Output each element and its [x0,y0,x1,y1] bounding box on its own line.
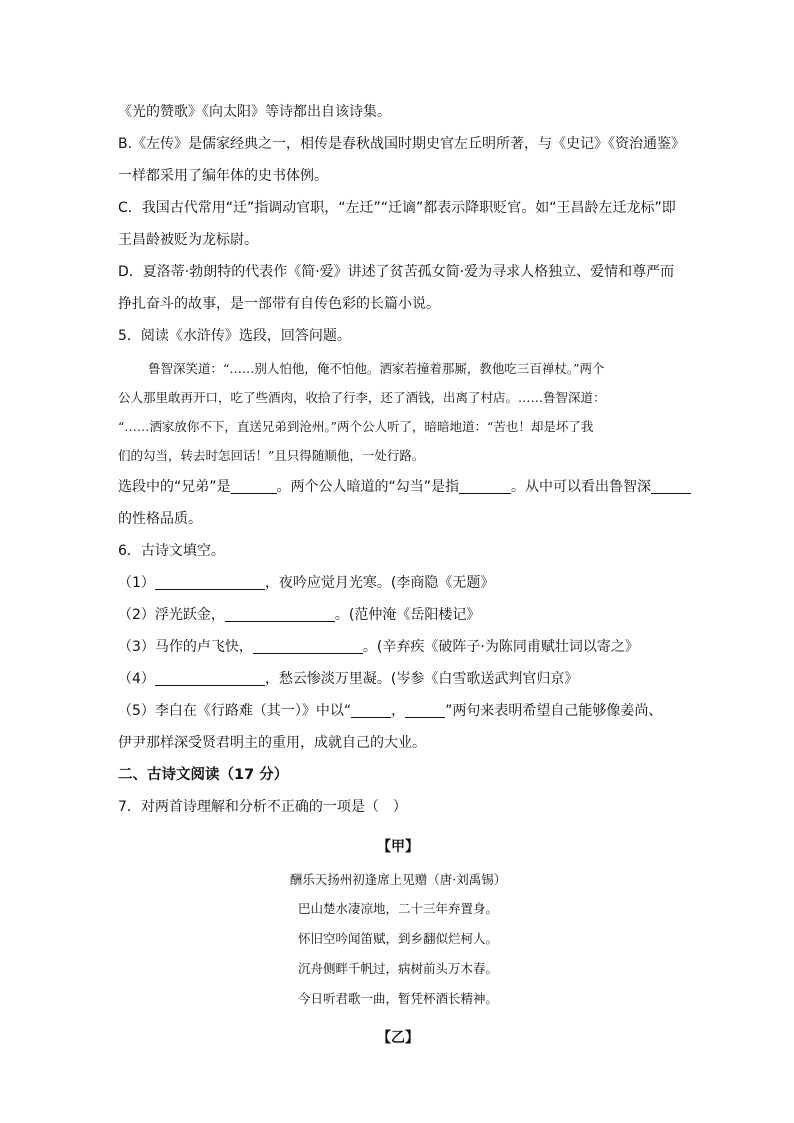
q6-item-1 [118,567,678,599]
item-number: （4） [118,671,155,687]
q4-option-b-line-2: 一样都采用了编年体的史书体例。 [118,168,328,184]
item-text: ，夜吟应觉月光寒。(李商隐《无题》 [264,575,495,591]
q6-item-5-line-2: 伊尹那样深受贤君明主的重用，成就自己的大业。 [118,735,426,751]
item-text: （3）马作的卢飞快， [118,639,253,655]
q4-line-a: 《光的赞歌》《向太阳》等诗都出自该诗集。 [118,104,391,120]
q5-ask-part-2: 。两个公人暗道的“勾当”是指 [276,479,460,495]
q5-question-line-2: 的性格品质。 [118,511,202,527]
item-text: ”两句来表明希望自己能够像姜尚、 [445,703,663,719]
answer-blank[interactable] [459,477,511,494]
poem-line: 今日听君歌一曲，暂凭杯酒长精神。 [297,991,498,1006]
poem-line: 巴山楚水凄凉地，二十三年弃置身。 [297,901,498,916]
answer-blank[interactable] [155,573,265,590]
item-text: ， [391,703,406,719]
q4-option-b-line-1: B.《左传》是儒家经典之一，相传是春秋战国时期史官左丘明所著，与《史记》《资治通鉴》 [118,136,686,152]
quote-line: 公人那里敢再开口，吃了些酒肉，收拾了行李，还了酒钱，出离了村店。……鲁智深道： [118,390,606,405]
answer-blank[interactable] [351,701,391,718]
q5-quote-passage [118,354,678,470]
quote-line: 们的勾当，转去时怎回话！”且只得随顺他，一处行路。 [118,448,425,463]
answer-blank[interactable] [155,669,265,686]
answer-blank[interactable] [225,605,335,622]
q6-item-3 [118,631,678,663]
q4-option-d-line-1: D．夏洛蒂·勃朗特的代表作《简·爱》讲述了贫苦孤女简·爱为寻求人格独立、爱情和尊严而 [118,264,675,280]
answer-blank[interactable] [253,637,363,654]
q6-item-4 [118,663,678,695]
item-number: （1） [118,575,155,591]
q4-option-c-line-2: 王昌龄被贬为龙标尉。 [118,232,258,248]
q5-question-line-1 [118,471,678,503]
item-text: （5）李白在《行路难（其一）》中以“ [118,703,352,719]
item-text: 。(范仲淹《岳阳楼记》 [334,607,481,623]
poem-line: 怀旧空吟闻笛赋，到乡翻似烂柯人。 [297,931,498,946]
answer-blank[interactable] [231,477,277,494]
poem-label-yi: 【乙】 [377,1030,419,1046]
q6-item-2 [118,599,678,631]
quote-line: “……洒家放你不下，直送兄弟到沧州。”两个公人听了，暗暗地道：“苦也！却是坏了我 [118,419,594,434]
q7-stem: 7．对两首诗理解和分析不正确的一项是（ ） [118,799,407,815]
poem-line: 沉舟侧畔千帆过，病树前头万木春。 [297,961,498,976]
answer-blank[interactable] [405,701,445,718]
answer-blank[interactable] [651,477,691,494]
item-text: （2）浮光跃金， [118,607,225,623]
q6-item-5-line-1 [118,695,678,727]
q4-option-d-line-2: 挣扎奋斗的故事，是一部带有自传色彩的长篇小说。 [118,296,440,312]
q4-option-c-line-1: C．我国古代常用“迁”指调动官职，“左迁”“迁谪”都表示降职贬官。如“王昌龄左迁龙标”即 [118,200,676,216]
q6-stem: 6．古诗文填空。 [118,543,225,559]
item-text: 。(辛弃疾《破阵子·为陈同甫赋壮词以寄之》 [362,639,639,655]
q5-stem: 5．阅读《水浒传》选段，回答问题。 [118,328,351,344]
quote-line: 鲁智深笑道：“……别人怕他，俺不怕他。洒家若撞着那厮，教他吃三百禅杖。”两个 [148,361,605,376]
poem-label-jia: 【甲】 [377,839,419,855]
section-heading: 二、古诗文阅读（17 分） [118,767,289,783]
item-text: ，愁云惨淡万里凝。(岑参《白雪歌送武判官归京》 [264,671,579,687]
poem-title: 酬乐天扬州初逢席上见赠（唐·刘禹锡） [289,872,507,887]
document-page [118,96,686,1056]
q5-ask-part-1: 选段中的“兄弟”是 [118,479,231,495]
q5-ask-part-3: 。从中可以看出鲁智深 [511,479,652,495]
